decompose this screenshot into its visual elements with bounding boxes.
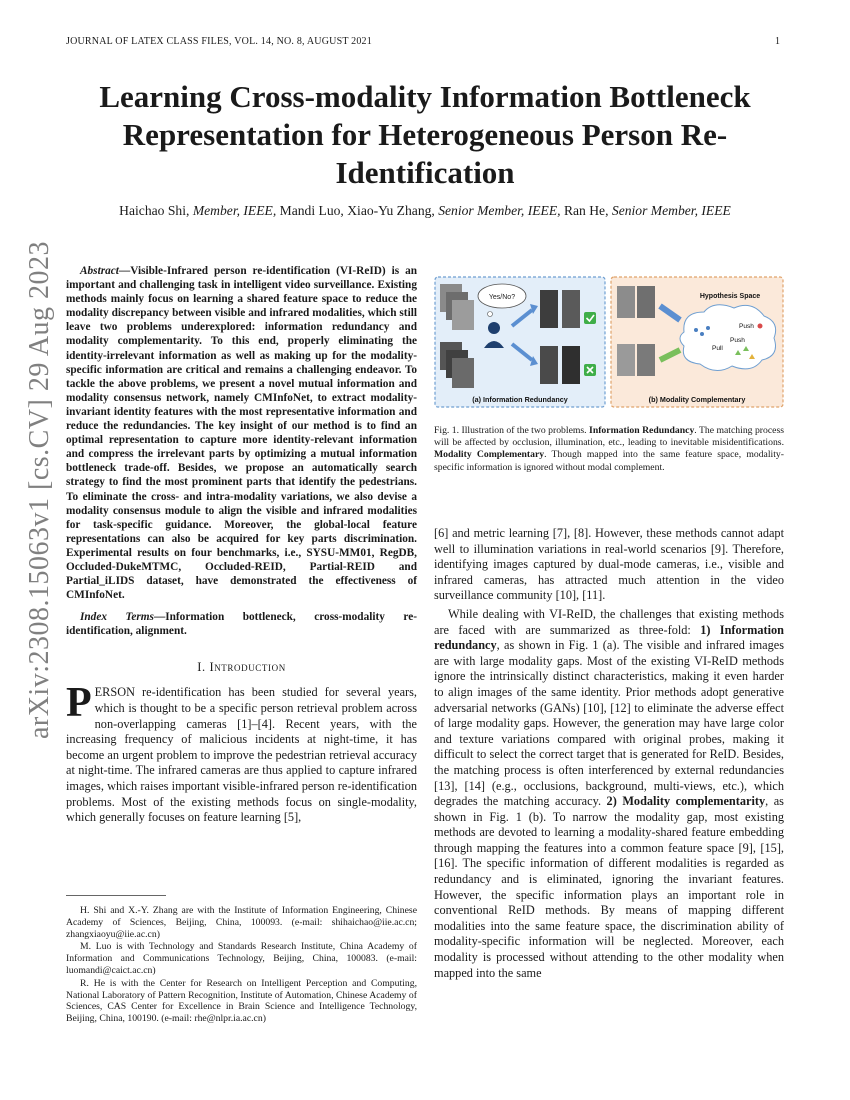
caption-bold-1: Information Redundancy xyxy=(589,425,695,436)
figure-1 xyxy=(434,276,784,409)
author-4: Ran He, xyxy=(563,203,609,218)
feature-point-blue xyxy=(700,332,704,336)
author-4-role: Senior Member, IEEE xyxy=(611,203,731,218)
candidate-b-1 xyxy=(540,346,558,384)
journal-header: JOURNAL OF LATEX CLASS FILES, VOL. 14, NO. 8, AUGUST 2021 xyxy=(66,36,372,47)
author-1: Haichao Shi, xyxy=(119,203,190,218)
hypothesis-label: Hypothesis Space xyxy=(699,293,761,300)
figure-caption xyxy=(434,425,784,474)
footnote-2: M. Luo is with Technology and Standards Research Institute, China Academy of Information and Communications Technology, Beijing, China, 100083. (e-mail: luomandi@caict.ac.cn) xyxy=(66,941,417,976)
pull-label: Pull xyxy=(712,345,723,352)
candidate-a-1 xyxy=(540,290,558,328)
section-heading xyxy=(66,660,417,675)
right-column xyxy=(434,526,784,981)
intro-p2-bold-1: 1) Information redundancy xyxy=(434,622,784,653)
footnote-3: R. He is with the Center for Research on Intelligent Perception and Computing, National Laboratory of Pattern Recognition, Institute of Automation, Chinese Academy of Sciences, CAS Center for Excellence in Brain Science and Intelligence Technology, Beijing, China, 100190. (e-mail: rhe@nlpr.ia.ac.cn) xyxy=(66,977,417,1025)
caption-text-1: . The matching process will be affected by occlusion, illumination, etc., leading to inevitable misidentifications. xyxy=(434,425,784,449)
push-label-1: Push xyxy=(739,323,754,330)
author-1-role: Member, IEEE, xyxy=(192,203,277,218)
person-icon-head xyxy=(488,322,500,334)
intro-p2-a: While dealing with VI-ReID, the challenges that existing methods are faced with are summarized as three-fold: xyxy=(434,606,784,637)
infrared-image-3 xyxy=(452,358,474,388)
author-3-role: Senior Member, IEEE, xyxy=(438,203,561,218)
intro-paragraph-1 xyxy=(66,680,417,825)
arxiv-stamp xyxy=(20,240,60,740)
panel-a-label: (a) Information Redundancy xyxy=(472,395,568,404)
abstract-text: —Visible-Infrared person re-identification (VI-ReID) is an important and challenging task in intelligent video surveillance. Existing methods mainly focus on learning a shared feature space to reduce the modality discrepancy between visible and infrared modalities, which still leave two problems underexplored: information redundancy and modality complementarity. To this end, properly eliminating the identity-irrelevant information as well as making up for the modality-specific information are critical and remains a challenging endeavor. To tackle the above problems, we present a novel mutual information and modality consensus network, namely CMInfoNet, to extract modality-invariant identity features with the most representative information and reduce the redundancies. The key insight of our method is to find an optimal representation to capture more identity-relevant information and compress the irrelevant parts by optimizing a mutual information bottleneck trade-off. Besides, we propose an automatically search strategy to find the most prominent parts that identify the pedestrians. To eliminate the cross- and intra-modality variations, we also devise a modality consensus module to align the visible and infrared modalities for task-specific guidance. Moreover, the global-local feature representations can also be acquired for key parts discrimination. Experimental results on four benchmarks, i.e., SYSU-MM01, RegDB, Occluded-DukeMTMC, Occluded-REID, Partial-REID and Partial_iLIDS dataset, have demonstrated the effectiveness of CMInfoNet. xyxy=(66,265,417,602)
left-column xyxy=(66,264,417,826)
abstract-label: Abstract xyxy=(80,265,119,277)
panel-b-label: (b) Modality Complementary xyxy=(648,395,746,404)
intro-paragraph-2 xyxy=(434,607,784,981)
bubble-text: Yes/No? xyxy=(488,294,516,301)
infrared-person-1 xyxy=(617,344,635,376)
author-list xyxy=(66,203,784,219)
thought-dot xyxy=(488,312,493,317)
feature-point-blue-3 xyxy=(694,328,698,332)
footnotes xyxy=(66,905,417,1026)
paper-title: Learning Cross-modality Information Bottleneck Representation for Heterogeneous Person Re-Identification xyxy=(99,79,751,190)
push-label-2: Push xyxy=(730,337,745,344)
infrared-person-2 xyxy=(637,344,655,376)
intro-p2-bold-2: 2) Modality complementarity xyxy=(606,794,766,809)
author-2-3: Mandi Luo, Xiao-Yu Zhang, xyxy=(279,203,435,218)
intro-p2-c: , as shown in Fig. 1 (a). The visible and infrared images are with large modality gaps. Most of the existing VI-ReID methods ignore the intrinsically distinct characteristics, making it even harder to align images of the same identity. Prior methods adopt generative adversarial networks (GANs) [10], [12] to eliminate the adverse effect of large modality gaps. However, the generation may have large color and texture variations compared with original probes, making it difficult to select the correct target that is generated for ReID. Besides, the matching process is often interferenced by external redundancies [13], [14] (e.g., occlusions, background, multi-views, etc.), which degrades the matching accuracy. xyxy=(434,638,784,809)
feature-point-blue-2 xyxy=(706,326,710,330)
caption-prefix: Fig. 1. Illustration of the two problems. xyxy=(434,425,587,436)
arxiv-id: arXiv:2308.15063v1 [cs.CV] 29 Aug 2023 xyxy=(24,240,55,740)
footnote-rule xyxy=(66,895,166,896)
feature-point-red xyxy=(758,324,763,329)
page-number: 1 xyxy=(775,36,780,47)
section-title: Introduction xyxy=(209,660,286,675)
caption-bold-2: Modality Complementary xyxy=(434,449,545,461)
visible-image-3 xyxy=(452,300,474,330)
drop-cap: P xyxy=(66,680,92,727)
check-icon xyxy=(584,312,596,324)
section-number: I. xyxy=(197,660,206,675)
intro-p2-d: , as shown in Fig. 1 (b). To narrow the modality gap, most existing methods are devoted to learning a modality-shared feature embedding through mapping the features into a common feature space [9], [15], [16]. The specific information of different modalities is regarded as redundancy and is eliminated, ignoring the invariant features. However, the specific information plays an important role in conventional ReID methods. By means of mapping different modalities into the same feature space, the discrimination ability of modality-specific information will be neglected. Moreover, each modality is processed without attending to the other modality when mapped into the same xyxy=(434,794,784,980)
intro-text-1: ERSON re-identification has been studied for several years, which is thought to be a specific person retrieval problem across non-overlapping cameras [1]–[4]. Recent years, with the increasing frequency of malicious incidents at night-time, it has become an urgent problem to improve the pedestrian retrieval accuracy at night-time. The infrared cameras are thus applied to capture infrared images, which raises important visible-infrared person re-identification problems. Most of the existing methods focus on single-modality, which generally focuses on feature learning [5], xyxy=(66,685,417,825)
intro-paragraph-1-cont: [6] and metric learning [7], [8]. However, these methods cannot adapt well to illumination variations in real-world scenarios [9]. Therefore, identifying images captured by dual-mode cameras, i.e., visible and infrared cameras, has attracted much attention in the video surveillance community [10], [11]. xyxy=(434,526,784,603)
index-terms-text: —Information bottleneck, cross-modality re-identification, alignment. xyxy=(66,611,417,638)
visible-person-1 xyxy=(617,286,635,318)
abstract xyxy=(66,264,417,602)
hypothesis-cloud xyxy=(680,305,776,371)
visible-person-2 xyxy=(637,286,655,318)
index-terms xyxy=(66,610,417,638)
candidate-a-2 xyxy=(562,290,580,328)
index-terms-label: Index Terms xyxy=(80,611,154,624)
footnote-1: H. Shi and X.-Y. Zhang are with the Institute of Information Engineering, Chinese Academy of Sciences, Beijing, China, 100093. (e-mail: shihaichao@iie.ac.cn; zhangxiaoyu@iie.ac.cn) xyxy=(66,905,417,940)
caption-text-2: . Though mapped into the same feature space, modality-specific information is ignored without modal complement. xyxy=(434,449,784,473)
candidate-b-2 xyxy=(562,346,580,384)
